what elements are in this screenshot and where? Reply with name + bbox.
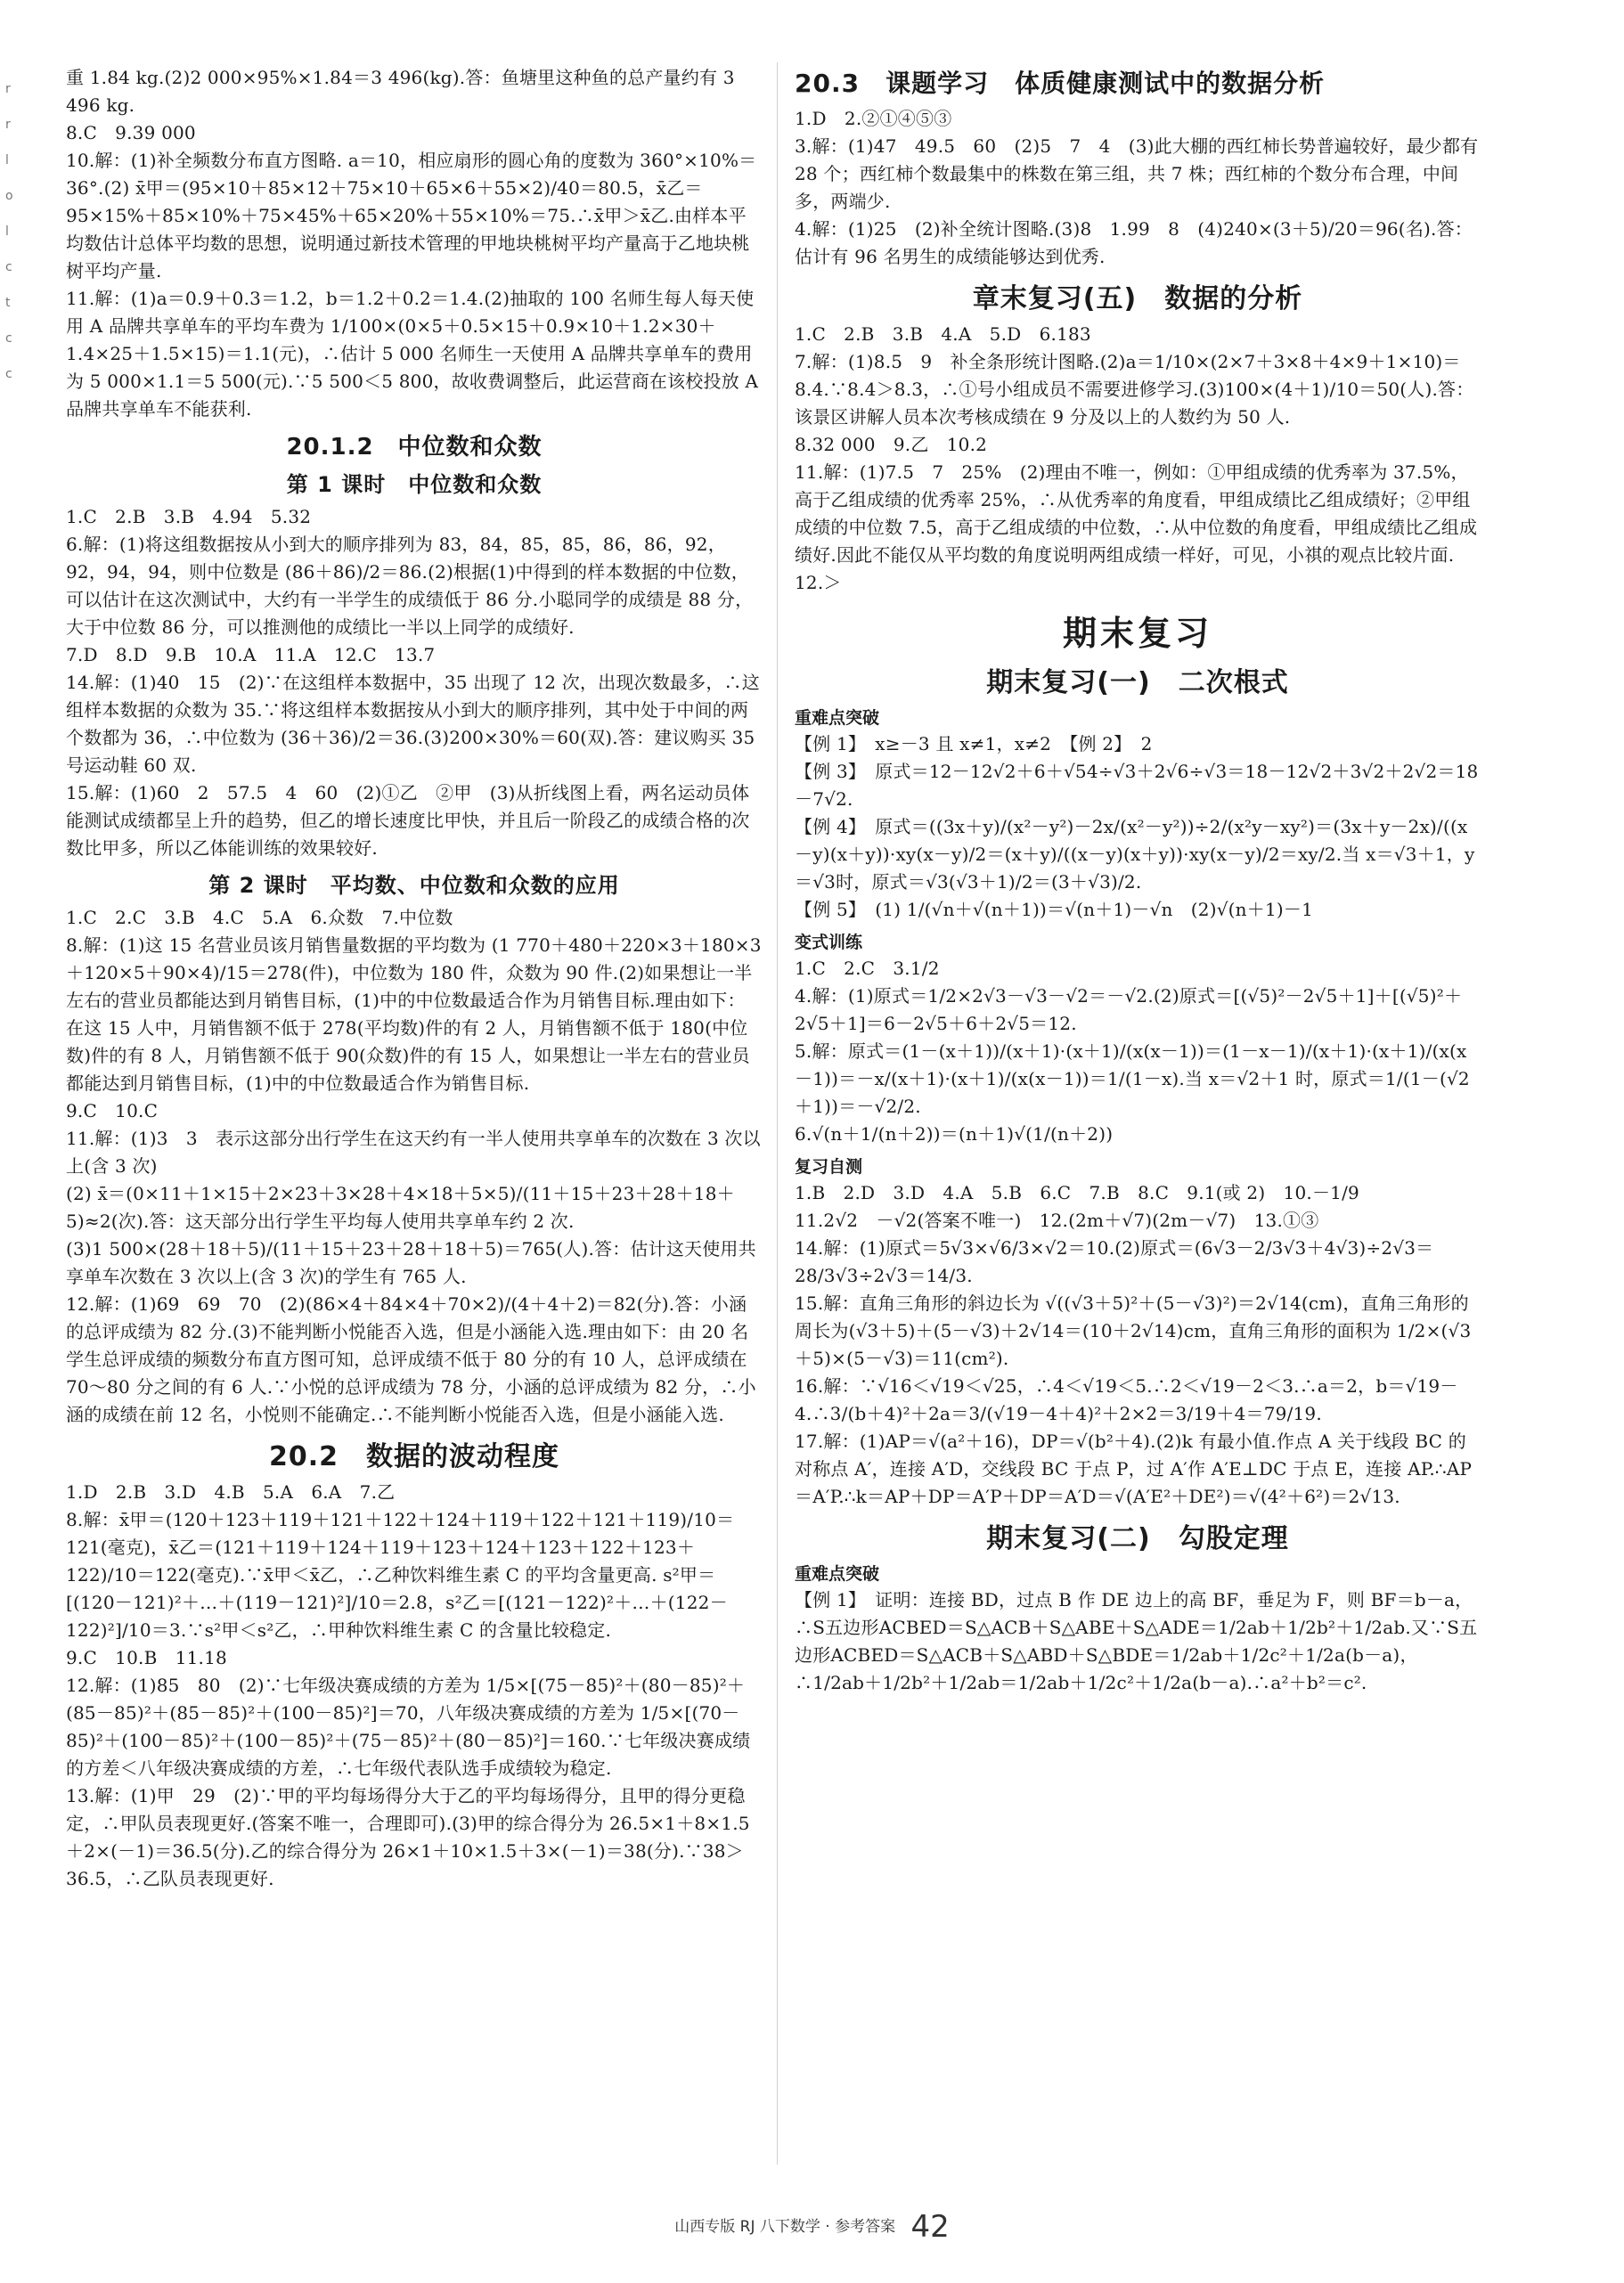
footer-label: 山西专版 RJ 八下数学 · 参考答案 [674, 2218, 896, 2236]
answers-block [795, 1586, 1481, 1697]
answer-line: 8.32 000 9.乙 10.2 [795, 434, 988, 455]
answer-line: 15.解：直角三角形的斜边长为 √((√3＋5)²＋(5－√3)²)＝2√14(cm)，直角三角形的周长为(√3＋5)＋(5－√3)＋2√14＝(10＋2√14)cm，直角三角形的面积为 1/2×(√3＋5)×(5－√3)＝11(cm²). [795, 1292, 1472, 1369]
answer-line: 6.√(n＋1/(n＋2))＝(n＋1)√(1/(n＋2)) [795, 1123, 1114, 1145]
answer-line: 12.解：(1)85 80 (2)∵七年级决赛成绩的方差为 1/5×[(75－85)²＋(80－85)²＋(85－85)²＋(85－85)²＋(100－85)²]＝70，八年级决赛成绩的方差为 1/5×[(70－85)²＋(100－85)²＋(100－85)²＋(75－85)²＋(80－85)²]＝160.∵七年级决赛成绩的方差＜八年级决赛成绩的方差，∴七年级代表队选手成绩较为稳定. [66, 1675, 751, 1779]
answer-line: 9.C 10.B 11.18 [66, 1647, 227, 1668]
answer-line: 1.D 2.B 3.D 4.B 5.A 6.A 7.乙 [66, 1481, 396, 1503]
answer-line: 8.解：x̄甲＝(120＋123＋119＋121＋122＋124＋119＋122＋121＋119)/10＝121(毫克)，x̄乙＝(121＋119＋124＋119＋123＋124＋123＋122＋123＋122)/10＝122(毫克).∵x̄甲＜x̄乙，∴乙种饮料维生素 C 的平均含量更高. s²甲＝[(120－121)²＋…＋(119－121)²]/10＝2.8，s²乙＝[(121－122)²＋…＋(122－122)²]/10＝3.∵s²甲＜s²乙，∴甲种饮料维生素 C 的含量比较稳定. [66, 1509, 735, 1641]
answer-line: 【例 1】 x≥－3 且 x≠1，x≠2 【例 2】 2 [795, 733, 1153, 754]
left-column [66, 64, 763, 1893]
answers-block [66, 904, 763, 1429]
answer-line: 12.解：(1)69 69 70 (2)(86×4＋84×4＋70×2)/(4＋4＋2)＝82(分).答：小涵的总评成绩为 82 分.(3)不能判断小悦能否入选，但是小涵能入选.理由如下：由 20 名学生总评成绩的频数分布直方图可知，总评成绩不低于 80 分的有 10 人，总评成绩在 70～80 分之间的有 6 人.∵小悦的总评成绩为 78 分，小涵的总评成绩为 82 分，∴小涵的成绩在前 12 名，小悦则不能确定.∴不能判断小悦能否入选，但是小涵能入选. [66, 1293, 756, 1425]
answers-block [795, 955, 1481, 1148]
page-number: 42 [910, 2209, 950, 2245]
answers-block [66, 64, 763, 423]
right-column [795, 64, 1481, 1697]
margin-mark: r [5, 118, 11, 132]
subsection-heading: 重难点突破 [795, 1564, 880, 1584]
answer-line: (2) x̄＝(0×11＋1×15＋2×23＋3×28＋4×18＋5×5)/(11＋15＋23＋28＋18＋5)≈2(次).答：这天部分出行学生平均每人使用共享单车约 2 次. [66, 1183, 735, 1232]
answer-line: 16.解：∵√16＜√19＜√25，∴4＜√19＜5.∴2＜√19－2＜3.∴a＝2，b＝√19－4.∴3/(b＋4)²＋2a＝3/(√19－4＋4)²＋2×2＝3/19＋4＝79/19. [795, 1375, 1458, 1424]
lesson-heading: 第 2 课时 平均数、中位数和众数的应用 [208, 873, 620, 898]
answer-line: 1.C 2.B 3.B 4.A 5.D 6.183 [795, 323, 1091, 345]
answers-block [795, 105, 1481, 271]
answer-line: 11.解：(1)a＝0.9＋0.3＝1.2，b＝1.2＋0.2＝1.4.(2)抽取的 100 名师生每人每天使用 A 品牌共享单车的平均车费为 1/100×(0×5＋0.5×15＋0.9×10＋1.2×30＋1.4×25＋1.5×15)＝1.1(元)，∴估计 5 000 名师生一天使用 A 品牌共享单车的费用为 5 000×1.1＝5 500(元).∵5 500＜5 800，故收费调整后，此运营商在该校投放 A 品牌共享单车不能获利. [66, 288, 759, 420]
answer-line: 15.解：(1)60 2 57.5 4 60 (2)①乙 ②甲 (3)从折线图上看，两名运动员体能测试成绩都呈上升的趋势，但乙的增长速度比甲快，并且后一阶段乙的成绩合格的次数比甲多，所以乙体能训练的效果较好. [66, 782, 750, 859]
answer-line: 17.解：(1)AP＝√(a²＋16)，DP＝√(b²＋4).(2)k 有最小值.作点 A 关于线段 BC 的对称点 A′，连接 A′D，交线段 BC 于点 P，过 A′作 A′E⊥DC 于点 E，连接 AP.∴AP＝A′P.∴k＝AP＋DP＝A′P＋DP＝A′D＝√(A′E²＋DE²)＝√(4²＋6²)＝2√13. [795, 1431, 1473, 1507]
section-heading: 20.1.2 中位数和众数 [286, 434, 543, 461]
answer-line: 1.B 2.D 3.D 4.A 5.B 6.C 7.B 8.C 9.1(或 2) 10.－1/9 [795, 1182, 1359, 1203]
answers-block [66, 503, 763, 862]
answer-line: 【例 5】 (1) 1/(√n＋√(n＋1))＝√(n＋1)－√n (2)√(n＋1)－1 [795, 899, 1314, 920]
margin-mark: r [5, 82, 11, 96]
answer-line: 8.C 9.39 000 [66, 122, 196, 143]
answer-line: 重 1.84 kg.(2)2 000×95%×1.84＝3 496(kg).答：鱼塘里这种鱼的总产量约有 3 496 kg. [66, 67, 735, 116]
answer-line: 10.解：(1)补全频数分布直方图略. a＝10，相应扇形的圆心角的度数为 360°×10%＝36°.(2) x̄甲＝(95×10＋85×12＋75×10＋65×6＋55×2)/40＝80.5，x̄乙＝95×15%＋85×10%＋75×45%＋65×20%＋55×10%＝75.∴x̄甲＞x̄乙.由样本平均数估计总体平均数的思想，说明通过新技术管理的甲地块桃树平均产量高于乙地块桃树平均产量. [66, 150, 757, 281]
answer-line: 3.解：(1)47 49.5 60 (2)5 7 4 (3)此大棚的西红柿长势普遍较好，最少都有 28 个；西红柿个数最集中的株数在第三组，共 7 株；西红柿的个数分布合理，中间多，两端少. [795, 135, 1479, 212]
margin-mark: l [5, 153, 9, 167]
answer-line: 【例 3】 原式＝12－12√2＋6＋√54÷√3＋2√6÷√3＝18－12√2＋3√2＋2√2＝18－7√2. [795, 761, 1479, 810]
subsection-heading: 复习自测 [795, 1157, 863, 1177]
answer-line: 6.解：(1)将这组数据按从小到大的顺序排列为 83，84，85，85，86，86，92，92，94，94，则中位数是 (86＋86)/2＝86.(2)根据(1)中得到的样本数据的中位数，可以估计在这次测试中，大约有一半学生的成绩低于 86 分.小聪同学的成绩是 88 分，大于中位数 86 分，可以推测他的成绩比一半以上同学的成绩好. [66, 534, 754, 638]
answer-line: 1.C 2.C 3.B 4.C 5.A 6.众数 7.中位数 [66, 907, 453, 928]
answer-line: 11.解：(1)7.5 7 25% (2)理由不唯一，例如：①甲组成绩的优秀率为 37.5%，高于乙组成绩的优秀率 25%，∴从优秀率的角度看，甲组成绩比乙组成绩好；②甲组成绩的中位数 7.5，高于乙组成绩的中位数，∴从中位数的角度看，甲组成绩比乙组成绩好.因此不能仅从平均数的角度说明两组成绩一样好，可见，小祺的观点比较片面. [795, 461, 1478, 566]
margin-mark: t [5, 296, 11, 310]
margin-mark: c [5, 260, 12, 274]
section-heading: 章末复习(五) 数据的分析 [972, 283, 1303, 314]
answer-line: 14.解：(1)40 15 (2)∵在这组样本数据中，35 出现了 12 次，出现次数最多，∴这组样本数据的众数为 35.∵将这组样本数据按从小到大的顺序排列，其中处于中间的两个数都为 36，∴中位数为 (36＋36)/2＝36.(3)200×30%＝60(双).答：建议购买 35 号运动鞋 60 双. [66, 672, 760, 776]
answer-line: 1.C 2.C 3.1/2 [795, 958, 940, 979]
margin-mark: c [5, 367, 12, 381]
answer-line: 7.解：(1)8.5 9 补全条形统计图略.(2)a＝1/10×(2×7＋3×8＋4×9＋1×10)＝8.4.∵8.4＞8.3，∴①号小组成员不需要进修学习.(3)100×(4＋1)/10＝50(人).答：该景区讲解人员本次考核成绩在 9 分及以上的人数约为 50 人. [795, 351, 1474, 428]
answer-line: 1.D 2.②①④⑤③ [795, 108, 952, 129]
answers-block [795, 321, 1481, 597]
subsection-heading: 变式训练 [795, 933, 863, 952]
page-title: 期末复习 [1062, 614, 1212, 653]
answer-line: 14.解：(1)原式＝5√3×√6/3×√2＝10.(2)原式＝(6√3－2/3√3＋4√3)÷2√3＝28/3√3÷2√3＝14/3. [795, 1237, 1434, 1286]
answer-line: 【例 4】 原式＝((3x＋y)/(x²－y²)－2x/(x²－y²))÷2/(x²y－xy²)＝(3x＋y－2x)/((x－y)(x＋y))·xy(x－y)/2＝(x＋y)/((x－y)(x＋y))·xy(x－y)/2＝xy/2.当 x＝√3＋1，y＝√3时，原式＝√3(√3＋1)/2＝(3＋√3)/2. [795, 816, 1475, 893]
section-heading: 20.2 数据的波动程度 [268, 1441, 560, 1472]
answer-line: 11.解：(1)3 3 表示这部分出行学生在这天约有一半人使用共享单车的次数在 3 次以上(含 3 次) [66, 1128, 761, 1177]
page-footer [0, 2209, 1624, 2245]
answers-block [795, 730, 1481, 924]
answer-line: (3)1 500×(28＋18＋5)/(11＋15＋23＋28＋18＋5)＝765(人).答：估计这天使用共享单车次数在 3 次以上(含 3 次)的学生有 765 人. [66, 1238, 756, 1287]
margin-mark: c [5, 331, 12, 346]
section-heading: 20.3 课题学习 体质健康测试中的数据分析 [795, 69, 1326, 98]
section-heading: 期末复习(一) 二次根式 [986, 667, 1289, 698]
answer-line: 8.解：(1)这 15 名营业员该月销售量数据的平均数为 (1 770＋480＋220×3＋180×3＋120×5＋90×4)/15＝278(件)，中位数为 180 件，众数为 90 件.(2)如果想让一半左右的营业员都能达到月销售目标，(1)中的中位数最适合作为月销售目标.理由如下：在这 15 人中，月销售额不低于 278(平均数)件的有 2 人，月销售额不低于 180(中位数)件的有 8 人，月销售额不低于 90(众数)件的有 15 人，如果想让一半左右的营业员都能达到月销售目标，(1)中的中位数最适合作为销售目标. [66, 934, 762, 1094]
margin-marks [5, 71, 13, 392]
answer-line: 4.解：(1)原式＝1/2×2√3－√3－√2＝－√2.(2)原式＝[(√5)²－2√5＋1]＋[(√5)²＋2√5＋1]＝6－2√5＋6＋2√5＝12. [795, 985, 1463, 1034]
answer-line: 12.＞ [795, 572, 842, 593]
answer-line: 13.解：(1)甲 29 (2)∵甲的平均每场得分大于乙的平均每场得分，且甲的得分更稳定，∴甲队员表现更好.(答案不唯一，合理即可).(3)甲的综合得分为 26.5×1＋8×1.5＋2×(－1)＝36.5(分).乙的综合得分为 26×1＋10×1.5＋3×(－1)＝38(分).∵38＞36.5，∴乙队员表现更好. [66, 1785, 750, 1889]
answer-line: 【例 1】 证明：连接 BD，过点 B 作 DE 边上的高 BF，垂足为 F，则 BF＝b－a，∴S五边形ACBED＝S△ACB＋S△ABE＋S△ADE＝1/2ab＋1/2b²＋1/2ab.又∵S五边形ACBED＝S△ACB＋S△ABD＋S△BDE＝1/2ab＋1/2c²＋1/2a(b－a)，∴1/2ab＋1/2b²＋1/2ab＝1/2ab＋1/2c²＋1/2a(b－a).∴a²＋b²＝c². [795, 1589, 1478, 1693]
answers-block [795, 1179, 1481, 1511]
column-divider [777, 62, 778, 2165]
section-heading: 期末复习(二) 勾股定理 [986, 1523, 1289, 1554]
answer-line: 5.解：原式＝(1－(x＋1))/(x＋1)·(x＋1)/(x(x－1))＝(1－x－1)/(x＋1)·(x＋1)/(x(x－1))＝－x/(x＋1)·(x＋1)/(x(x－1))＝1/(1－x).当 x＝√2＋1 时，原式＝1/(1－(√2＋1))＝－√2/2. [795, 1040, 1470, 1117]
answer-line: 4.解：(1)25 (2)补全统计图略.(3)8 1.99 8 (4)240×(3＋5)/20＝96(名).答：估计有 96 名男生的成绩能够达到优秀. [795, 218, 1473, 267]
answer-line: 11.2√2 －√2(答案不唯一) 12.(2m＋√7)(2m－√7) 13.①③ [795, 1210, 1319, 1231]
margin-mark: o [5, 189, 13, 203]
answer-line: 1.C 2.B 3.B 4.94 5.32 [66, 506, 312, 527]
lesson-heading: 第 1 课时 中位数和众数 [286, 472, 543, 497]
answer-line: 7.D 8.D 9.B 10.A 11.A 12.C 13.7 [66, 644, 436, 665]
margin-mark: l [5, 224, 9, 239]
answers-block [66, 1479, 763, 1893]
subsection-heading: 重难点突破 [795, 708, 880, 728]
answer-line: 9.C 10.C [66, 1100, 159, 1121]
